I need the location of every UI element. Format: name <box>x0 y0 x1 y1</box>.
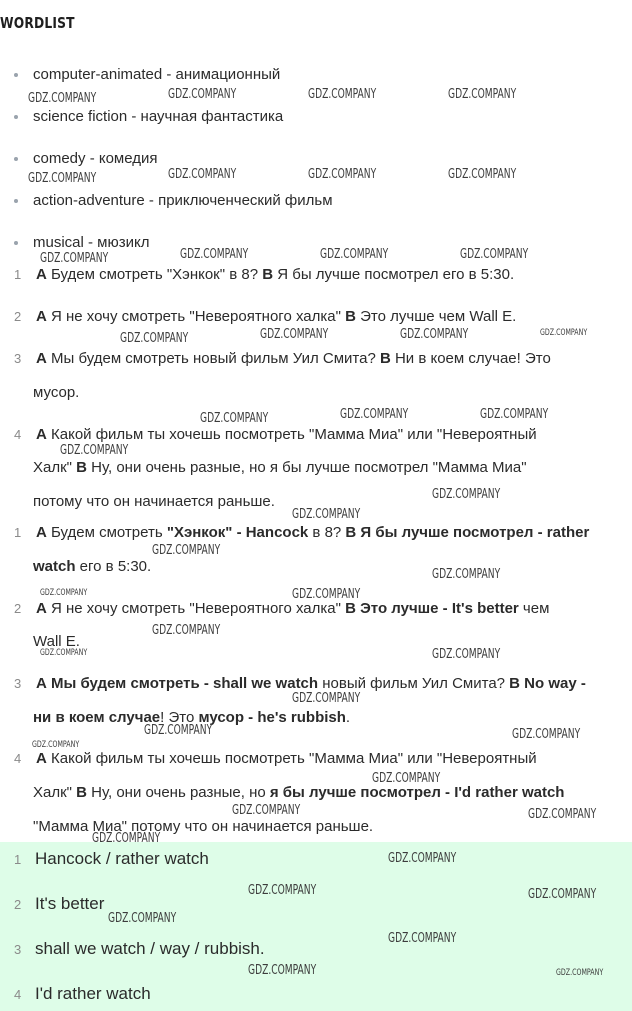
watermark: GDZ.COMPANY <box>432 487 501 502</box>
watermark: GDZ.COMPANY <box>248 883 317 898</box>
watermark: GDZ.COMPANY <box>248 963 317 978</box>
watermark: GDZ.COMPANY <box>28 171 97 186</box>
bullet-icon <box>14 115 18 119</box>
item-number: 4 <box>14 427 22 442</box>
annotated-line: ни в коем случае! Это мусор - he's rubbish. <box>33 709 351 726</box>
watermark: GDZ.COMPANY <box>168 87 237 102</box>
bullet-icon <box>14 73 18 77</box>
watermark: GDZ.COMPANY <box>400 327 469 342</box>
annotated-line: Wall E. <box>33 633 80 650</box>
watermark: GDZ.COMPANY <box>308 87 377 102</box>
watermark: GDZ.COMPANY <box>260 327 329 342</box>
watermark: GDZ.COMPANY <box>28 91 97 106</box>
watermark: GDZ.COMPANY <box>152 623 221 638</box>
watermark: GDZ.COMPANY <box>432 567 501 582</box>
annotated-line: Халк" В Ну, они очень разные, но я бы лучше посмотрел - I'd rather watch <box>33 784 565 801</box>
watermark: GDZ.COMPANY <box>180 247 249 262</box>
annotated-line: А Я не хочу смотреть "Невероятного халка" В Это лучше - It's better чем <box>36 600 550 617</box>
watermark: GDZ.COMPANY <box>460 247 529 262</box>
bullet-icon <box>14 241 18 245</box>
watermark: GDZ.COMPANY <box>540 328 588 338</box>
watermark: GDZ.COMPANY <box>168 167 237 182</box>
translation-line: А Будем смотреть "Хэнкок" в 8? В Я бы лучше посмотрел его в 5:30. <box>36 266 515 283</box>
bullet-icon <box>14 199 18 203</box>
watermark: GDZ.COMPANY <box>40 251 109 266</box>
watermark: GDZ.COMPANY <box>512 727 581 742</box>
watermark: GDZ.COMPANY <box>292 691 361 706</box>
watermark: GDZ.COMPANY <box>292 587 361 602</box>
answer-text: shall we watch / way / rubbish. <box>35 939 265 958</box>
item-number: 1 <box>14 267 22 282</box>
answer-text: I'd rather watch <box>35 984 151 1003</box>
watermark: GDZ.COMPANY <box>556 968 604 978</box>
watermark: GDZ.COMPANY <box>152 543 221 558</box>
translation-line: А Я не хочу смотреть "Невероятного халка" В Это лучше чем Wall E. <box>36 308 517 325</box>
wordlist-title: WORDLIST <box>0 14 75 32</box>
watermark: GDZ.COMPANY <box>528 807 597 822</box>
watermark: GDZ.COMPANY <box>232 803 301 818</box>
bullet-icon <box>14 157 18 161</box>
watermark: GDZ.COMPANY <box>108 911 177 926</box>
item-number: 4 <box>14 751 22 766</box>
watermark: GDZ.COMPANY <box>292 507 361 522</box>
watermark: GDZ.COMPANY <box>388 931 457 946</box>
item-number: 2 <box>14 601 22 616</box>
annotated-line: watch его в 5:30. <box>33 558 152 575</box>
annotated-line: А Мы будем смотреть - shall we watch новый фильм Уил Смита? В No way - <box>36 675 586 692</box>
watermark: GDZ.COMPANY <box>308 167 377 182</box>
item-number: 3 <box>14 351 22 366</box>
annotated-line: "Мамма Миа" потому что он начинается раньше. <box>33 818 374 835</box>
watermark: GDZ.COMPANY <box>320 247 389 262</box>
watermark: GDZ.COMPANY <box>120 331 189 346</box>
translation-line: А Мы будем смотреть новый фильм Уил Смита? В Ни в коем случае! Это <box>36 350 551 367</box>
item-number: 2 <box>14 309 22 324</box>
watermark: GDZ.COMPANY <box>448 167 517 182</box>
watermark: GDZ.COMPANY <box>200 411 269 426</box>
watermark: GDZ.COMPANY <box>448 87 517 102</box>
translation-line: потому что он начинается раньше. <box>33 493 275 510</box>
translation-line: А Какой фильм ты хочешь посмотреть "Мамма Миа" или "Невероятный <box>36 426 537 443</box>
watermark: GDZ.COMPANY <box>92 831 161 846</box>
watermark: GDZ.COMPANY <box>60 443 129 458</box>
answer-number: 1 <box>14 852 22 867</box>
item-number: 3 <box>14 676 22 691</box>
answer-text: Hancock / rather watch <box>35 849 209 868</box>
answer-number: 4 <box>14 987 22 1002</box>
translation-line: мусор. <box>33 384 80 401</box>
watermark: GDZ.COMPANY <box>40 588 88 598</box>
watermark: GDZ.COMPANY <box>432 647 501 662</box>
watermark: GDZ.COMPANY <box>372 771 441 786</box>
watermark: GDZ.COMPANY <box>528 887 597 902</box>
answer-number: 2 <box>14 897 22 912</box>
annotated-line: А Какой фильм ты хочешь посмотреть "Мамма Миа" или "Невероятный <box>36 750 537 767</box>
answers-panel <box>0 842 632 1011</box>
item-number: 1 <box>14 525 22 540</box>
answer-number: 3 <box>14 942 22 957</box>
watermark: GDZ.COMPANY <box>340 407 409 422</box>
answer-text: It's better <box>35 894 105 913</box>
watermark: GDZ.COMPANY <box>480 407 549 422</box>
watermark: GDZ.COMPANY <box>40 648 88 658</box>
watermark: GDZ.COMPANY <box>144 723 213 738</box>
translation-line: Халк" В Ну, они очень разные, но я бы лучше посмотрел "Мамма Миа" <box>33 459 527 476</box>
watermark: GDZ.COMPANY <box>388 851 457 866</box>
watermark: GDZ.COMPANY <box>32 740 80 750</box>
annotated-line: А Будем смотреть "Хэнкок" - Hancock в 8? В Я бы лучше посмотрел - rather <box>36 524 590 541</box>
